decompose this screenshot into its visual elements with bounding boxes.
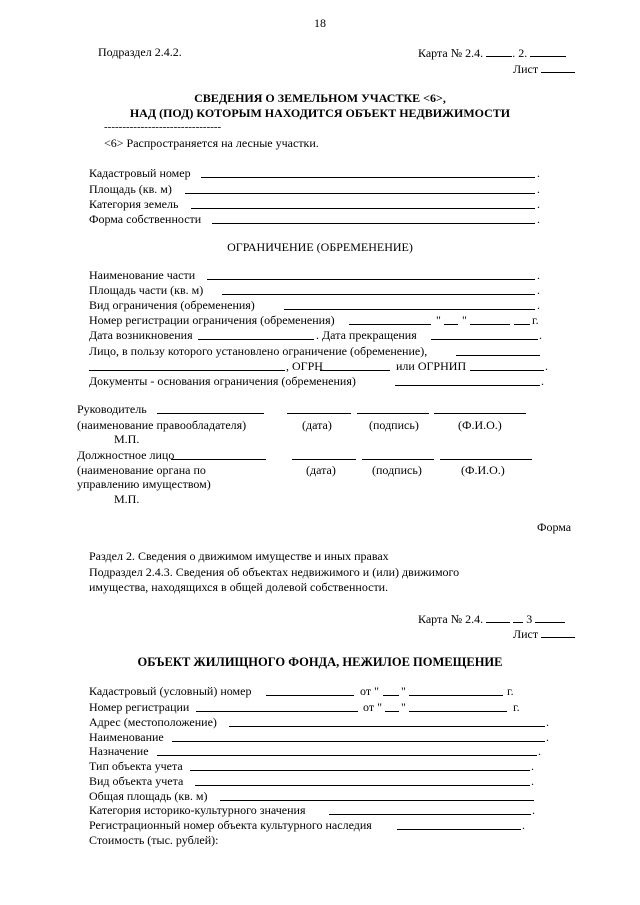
registration-day-line[interactable] — [385, 710, 399, 712]
field-end-date: . Дата прекращения — [316, 328, 417, 342]
field-restriction-reg-number: Номер регистрации ограничения (обременения) — [89, 313, 335, 327]
field-object-kind: Вид объекта учета — [89, 774, 184, 788]
housing-object-title: ОБЪЕКТ ЖИЛИЩНОГО ФОНДА, НЕЖИЛОЕ ПОМЕЩЕНИЕ — [137, 655, 503, 669]
field-area: Площадь (кв. м) — [89, 182, 172, 196]
signature-label-2: (подпись) — [372, 463, 422, 477]
beneficiary-line-1[interactable] — [456, 354, 540, 356]
footnote-text: <6> Распространяется на лесные участки. — [104, 136, 319, 150]
fio-label-2: (Ф.И.О.) — [461, 463, 505, 477]
field-registration-number: Номер регистрации — [89, 700, 190, 714]
stamp-label: М.П. — [114, 432, 140, 446]
ogrnip-line[interactable] — [470, 369, 544, 371]
field-cadastral-conditional: Кадастровый (условный) номер — [89, 684, 252, 698]
footnote-rule: -------------------------------- — [104, 121, 222, 133]
official-fio-line[interactable] — [440, 458, 532, 460]
field-object-kind-line[interactable] — [195, 784, 530, 786]
registration-number-line[interactable] — [196, 710, 358, 712]
field-restriction-kind-line[interactable] — [284, 308, 535, 310]
field-area-line[interactable] — [185, 192, 535, 194]
form-label: Форма — [537, 520, 572, 534]
field-ownership-form: Форма собственности — [89, 212, 202, 226]
head-name-line[interactable] — [157, 412, 264, 414]
field-object-type-line[interactable] — [190, 769, 530, 771]
field-cadastral-number-line[interactable] — [201, 176, 535, 178]
official-name-line[interactable] — [171, 458, 266, 460]
registration-month-line[interactable] — [409, 710, 507, 712]
head-fio-line[interactable] — [434, 412, 526, 414]
official-sub-2: управлению имуществом) — [77, 477, 211, 491]
field-start-date: Дата возникновения — [89, 328, 193, 342]
official-label: Должностное лицо — [77, 448, 175, 462]
stamp-label-2: М.П. — [114, 492, 140, 506]
sheet-line-2: Лист — [513, 626, 575, 641]
field-heritage-category: Категория историко-культурного значения — [89, 803, 306, 817]
field-total-area-line[interactable] — [220, 799, 534, 801]
field-ogrn: , ОГРН — [286, 359, 323, 373]
reg-month-line[interactable] — [470, 323, 510, 325]
field-ogrnip: или ОГРНИП — [396, 359, 467, 373]
head-sub-label: (наименование правообладателя) — [77, 418, 247, 432]
section-title: Раздел 2. Сведения о движимом имуществе и иных правах — [89, 549, 389, 563]
documents-line[interactable] — [395, 384, 540, 386]
date-label: (дата) — [302, 418, 332, 432]
field-address-line[interactable] — [229, 725, 545, 727]
field-heritage-reg-number-line[interactable] — [397, 828, 521, 830]
cadastral-number-line[interactable] — [266, 694, 354, 696]
field-heritage-reg-number: Регистрационный номер объекта культурного наследия — [89, 818, 372, 832]
ogrn-line[interactable] — [320, 369, 390, 371]
field-cadastral-number: Кадастровый номер — [89, 166, 191, 180]
field-total-area: Общая площадь (кв. м) — [89, 789, 208, 803]
subsection-2-line-1: Подраздел 2.4.3. Сведения об объектах недвижимого и (или) движимого — [89, 565, 460, 579]
end-date-line[interactable] — [431, 338, 538, 340]
cadastral-month-line[interactable] — [409, 694, 503, 696]
field-name-line[interactable] — [172, 740, 545, 742]
start-date-line[interactable] — [198, 338, 314, 340]
official-sub-1: (наименование органа по — [77, 463, 206, 477]
field-part-area-line[interactable] — [222, 293, 535, 295]
field-part-name: Наименование части — [89, 268, 196, 282]
land-plot-title-1: СВЕДЕНИЯ О ЗЕМЕЛЬНОМ УЧАСТКЕ <6>, — [194, 91, 446, 105]
field-object-type: Тип объекта учета — [89, 759, 183, 773]
page-number: 18 — [314, 16, 326, 30]
field-beneficiary: Лицо, в пользу которого установлено ограничение (обременение), — [89, 344, 428, 358]
official-date-line[interactable] — [292, 458, 356, 460]
official-signature-line[interactable] — [362, 458, 434, 460]
signature-label: (подпись) — [369, 418, 419, 432]
field-part-name-line[interactable] — [207, 278, 535, 280]
field-address: Адрес (местоположение) — [89, 715, 217, 729]
reg-year-line[interactable] — [514, 323, 530, 325]
reg-number-line[interactable] — [349, 323, 431, 325]
field-part-area: Площадь части (кв. м) — [89, 283, 204, 297]
date-label-2: (дата) — [306, 463, 336, 477]
card-number-line: Карта № 2.4. . 2. — [418, 45, 566, 60]
cadastral-day-line[interactable] — [383, 694, 399, 696]
beneficiary-line-2[interactable] — [89, 369, 285, 371]
field-purpose: Назначение — [89, 744, 149, 758]
land-plot-title-2: НАД (ПОД) КОТОРЫМ НАХОДИТСЯ ОБЪЕКТ НЕДВИЖИМОСТИ — [129, 106, 511, 120]
field-heritage-category-line[interactable] — [329, 813, 531, 815]
subsection-label: Подраздел 2.4.2. — [98, 45, 182, 59]
field-restriction-kind: Вид ограничения (обременения) — [89, 298, 255, 312]
field-documents: Документы - основания ограничения (обременения) — [89, 374, 356, 388]
subsection-2-line-2: имущества, находящихся в общей долевой собственности. — [89, 580, 389, 594]
head-label: Руководитель — [77, 402, 147, 416]
field-name: Наименование — [89, 730, 164, 744]
sheet-line: Лист — [513, 61, 575, 76]
field-cost: Стоимость (тыс. рублей): — [89, 833, 219, 847]
reg-day-line[interactable] — [444, 323, 458, 325]
restriction-heading: ОГРАНИЧЕНИЕ (ОБРЕМЕНЕНИЕ) — [227, 240, 413, 254]
fio-label: (Ф.И.О.) — [458, 418, 502, 432]
field-purpose-line[interactable] — [157, 754, 537, 756]
card-number-line-2: Карта № 2.4. 3 — [418, 611, 565, 626]
field-land-category-line[interactable] — [191, 207, 535, 209]
head-signature-line[interactable] — [357, 412, 429, 414]
head-date-line[interactable] — [287, 412, 351, 414]
field-ownership-form-line[interactable] — [212, 222, 535, 224]
field-land-category: Категория земель — [89, 197, 179, 211]
